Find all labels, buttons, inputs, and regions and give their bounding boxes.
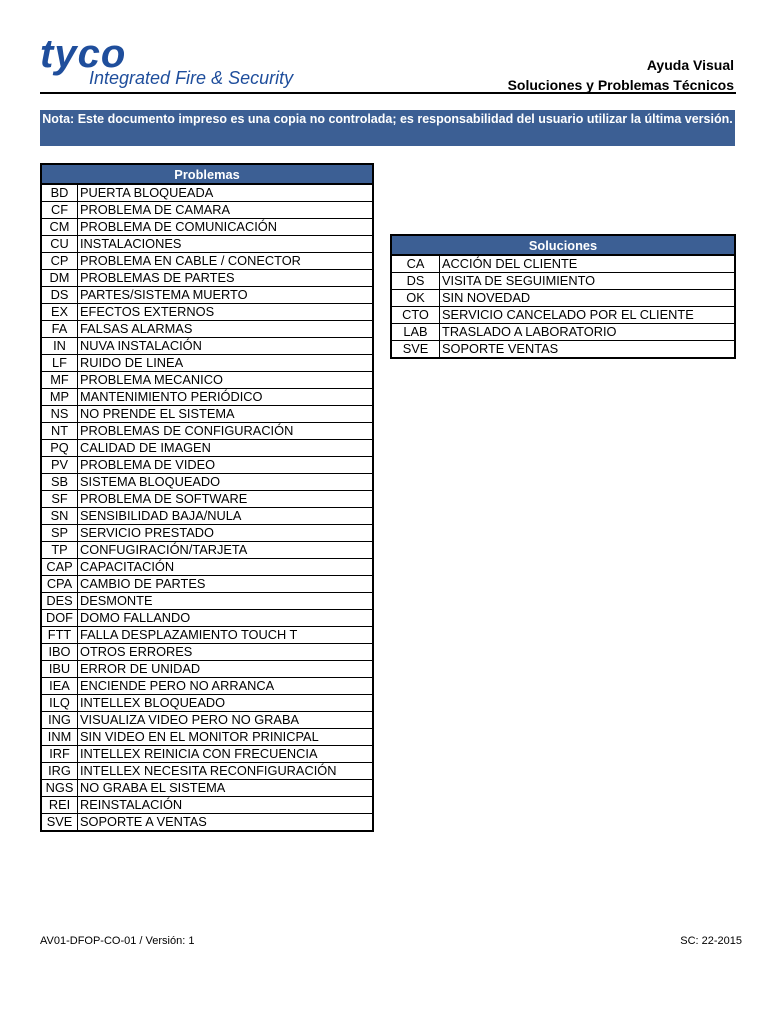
table-row [41, 423, 373, 440]
table-row [41, 321, 373, 338]
row-description: PROBLEMA EN CABLE / CONECTOR [78, 253, 374, 270]
solutions-header-row [391, 235, 735, 255]
document-sc: SC: 22-2015 [680, 935, 742, 947]
row-code: IN [41, 338, 78, 355]
row-description: PROBLEMA DE COMUNICACIÓN [78, 219, 374, 236]
row-description: SIN NOVEDAD [440, 290, 736, 307]
table-row [41, 746, 373, 763]
row-description: REINSTALACIÓN [78, 797, 374, 814]
row-description: INTELLEX REINICIA CON FRECUENCIA [78, 746, 374, 763]
row-description: PROBLEMA MECANICO [78, 372, 374, 389]
solutions-table [390, 234, 736, 359]
table-row [41, 184, 373, 202]
table-row [41, 202, 373, 219]
table-row [41, 576, 373, 593]
table-row [41, 491, 373, 508]
row-code: CPA [41, 576, 78, 593]
table-row [41, 508, 373, 525]
row-description: CONFUGIRACIÓN/TARJETA [78, 542, 374, 559]
row-description: NUVA INSTALACIÓN [78, 338, 374, 355]
table-row [41, 219, 373, 236]
row-code: DES [41, 593, 78, 610]
table-row [41, 797, 373, 814]
table-row [391, 290, 735, 307]
row-description: MANTENIMIENTO PERIÓDICO [78, 389, 374, 406]
row-description: SERVICIO CANCELADO POR EL CLIENTE [440, 307, 736, 324]
row-code: SF [41, 491, 78, 508]
problems-title: Problemas [41, 164, 373, 184]
document-code: AV01-DFOP-CO-01 / Versión: 1 [40, 935, 195, 947]
row-description: ACCIÓN DEL CLIENTE [440, 255, 736, 273]
table-row [41, 338, 373, 355]
table-row [41, 814, 373, 832]
row-description: PROBLEMAS DE PARTES [78, 270, 374, 287]
table-row [41, 287, 373, 304]
row-code: SVE [41, 814, 78, 832]
document-header [508, 55, 734, 95]
row-description: TRASLADO A LABORATORIO [440, 324, 736, 341]
problems-header-row [41, 164, 373, 184]
row-code: SVE [391, 341, 440, 359]
row-code: SP [41, 525, 78, 542]
row-code: NGS [41, 780, 78, 797]
row-description: PROBLEMA DE CAMARA [78, 202, 374, 219]
row-description: DESMONTE [78, 593, 374, 610]
problems-body [41, 184, 373, 831]
logo-subtitle: Integrated Fire & Security [89, 68, 294, 88]
row-code: CAP [41, 559, 78, 576]
row-code: ING [41, 712, 78, 729]
row-code: CTO [391, 307, 440, 324]
row-code: CP [41, 253, 78, 270]
row-code: BD [41, 184, 78, 202]
logo-brand: tyco [40, 32, 127, 76]
table-row [41, 389, 373, 406]
row-code: DS [391, 273, 440, 290]
table-row [41, 695, 373, 712]
row-description: SISTEMA BLOQUEADO [78, 474, 374, 491]
table-row [41, 372, 373, 389]
row-description: ERROR DE UNIDAD [78, 661, 374, 678]
table-row [41, 627, 373, 644]
header-subtitle: Soluciones y Problemas Técnicos [507, 77, 734, 93]
row-description: NO PRENDE EL SISTEMA [78, 406, 374, 423]
row-description: PUERTA BLOQUEADA [78, 184, 374, 202]
row-code: DOF [41, 610, 78, 627]
row-description: SOPORTE A VENTAS [78, 814, 374, 832]
row-description: INSTALACIONES [78, 236, 374, 253]
table-row [41, 474, 373, 491]
row-code: MF [41, 372, 78, 389]
row-code: CU [41, 236, 78, 253]
row-code: IRF [41, 746, 78, 763]
row-code: FA [41, 321, 78, 338]
row-description: INTELLEX BLOQUEADO [78, 695, 374, 712]
row-description: NO GRABA EL SISTEMA [78, 780, 374, 797]
row-description: SERVICIO PRESTADO [78, 525, 374, 542]
table-row [41, 729, 373, 746]
row-description: SENSIBILIDAD BAJA/NULA [78, 508, 374, 525]
row-code: INM [41, 729, 78, 746]
row-code: CM [41, 219, 78, 236]
row-description: EFECTOS EXTERNOS [78, 304, 374, 321]
row-description: FALLA DESPLAZAMIENTO TOUCH T [78, 627, 374, 644]
row-code: DM [41, 270, 78, 287]
row-code: PQ [41, 440, 78, 457]
table-row [41, 440, 373, 457]
table-row [41, 355, 373, 372]
table-row [41, 644, 373, 661]
table-row [41, 525, 373, 542]
table-row [41, 457, 373, 474]
header-divider [40, 92, 736, 94]
row-description: SOPORTE VENTAS [440, 341, 736, 359]
row-code: REI [41, 797, 78, 814]
row-code: SB [41, 474, 78, 491]
row-description: PARTES/SISTEMA MUERTO [78, 287, 374, 304]
row-code: NT [41, 423, 78, 440]
row-description: PROBLEMA DE SOFTWARE [78, 491, 374, 508]
row-code: IRG [41, 763, 78, 780]
table-row [41, 253, 373, 270]
row-description: SIN VIDEO EN EL MONITOR PRINICPAL [78, 729, 374, 746]
table-row [41, 661, 373, 678]
row-description: OTROS ERRORES [78, 644, 374, 661]
problems-table [40, 163, 374, 832]
table-row [391, 324, 735, 341]
row-code: LAB [391, 324, 440, 341]
tyco-logo [40, 32, 294, 94]
row-description: VISUALIZA VIDEO PERO NO GRABA [78, 712, 374, 729]
header-title: Ayuda Visual [646, 57, 734, 73]
table-row [391, 341, 735, 359]
note-banner: Nota: Este documento impreso es una copia no controlada; es responsabilidad del usuario utilizar la última versión. [40, 110, 735, 146]
row-description: VISITA DE SEGUIMIENTO [440, 273, 736, 290]
row-description: RUIDO DE LINEA [78, 355, 374, 372]
row-description: ENCIENDE PERO NO ARRANCA [78, 678, 374, 695]
row-code: EX [41, 304, 78, 321]
table-row [391, 273, 735, 290]
table-row [41, 270, 373, 287]
row-code: NS [41, 406, 78, 423]
table-row [41, 593, 373, 610]
table-row [41, 780, 373, 797]
table-row [391, 307, 735, 324]
table-row [41, 559, 373, 576]
row-description: CAPACITACIÓN [78, 559, 374, 576]
row-code: DS [41, 287, 78, 304]
row-code: IBU [41, 661, 78, 678]
table-row [41, 406, 373, 423]
table-row [391, 255, 735, 273]
table-row [41, 712, 373, 729]
table-row [41, 542, 373, 559]
table-row [41, 678, 373, 695]
table-row [41, 763, 373, 780]
row-code: TP [41, 542, 78, 559]
row-code: SN [41, 508, 78, 525]
table-row [41, 236, 373, 253]
row-code: IBO [41, 644, 78, 661]
row-description: CALIDAD DE IMAGEN [78, 440, 374, 457]
row-description: PROBLEMA DE VIDEO [78, 457, 374, 474]
row-code: PV [41, 457, 78, 474]
row-description: FALSAS ALARMAS [78, 321, 374, 338]
row-code: IEA [41, 678, 78, 695]
table-row [41, 610, 373, 627]
row-code: FTT [41, 627, 78, 644]
row-description: CAMBIO DE PARTES [78, 576, 374, 593]
row-description: INTELLEX NECESITA RECONFIGURACIÓN [78, 763, 374, 780]
solutions-title: Soluciones [391, 235, 735, 255]
row-code: LF [41, 355, 78, 372]
row-description: PROBLEMAS DE CONFIGURACIÓN [78, 423, 374, 440]
row-code: OK [391, 290, 440, 307]
row-code: ILQ [41, 695, 78, 712]
table-row [41, 304, 373, 321]
row-code: MP [41, 389, 78, 406]
solutions-body [391, 255, 735, 358]
row-code: CA [391, 255, 440, 273]
row-description: DOMO FALLANDO [78, 610, 374, 627]
row-code: CF [41, 202, 78, 219]
